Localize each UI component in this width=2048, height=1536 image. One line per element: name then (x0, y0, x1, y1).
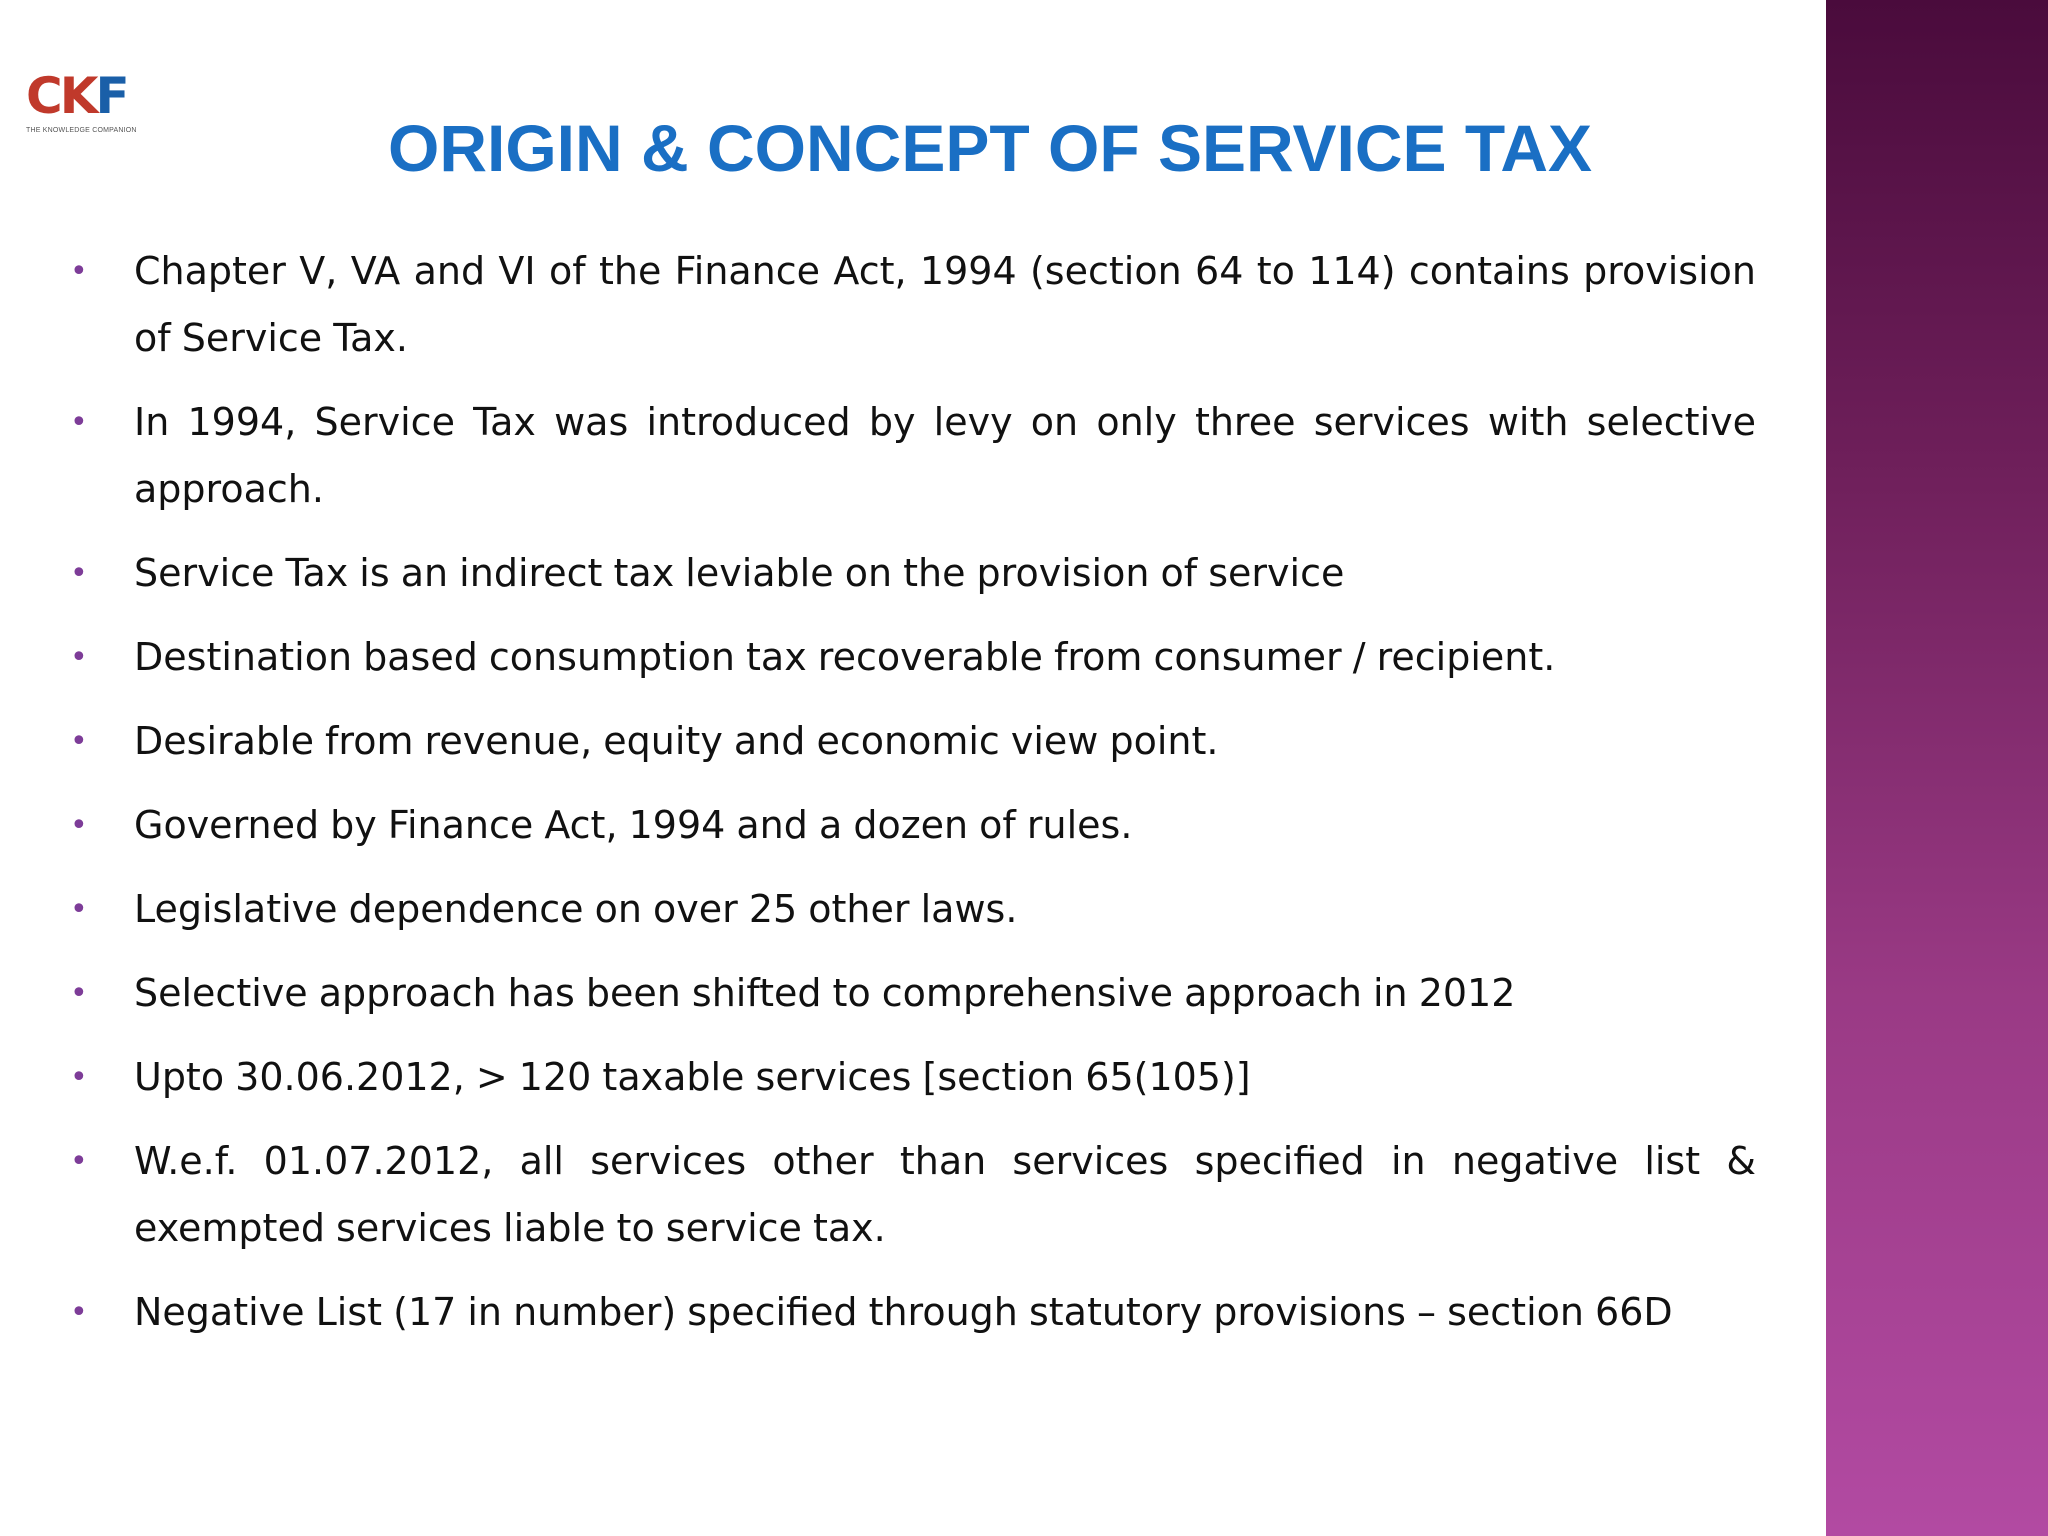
bullet-dot-icon: • (70, 405, 88, 440)
bullet-list (66, 238, 1756, 1363)
bullet-item (66, 1279, 1756, 1346)
bullet-item (66, 540, 1756, 607)
decorative-side-band (1826, 0, 2048, 1536)
bullet-item (66, 624, 1756, 691)
bullet-text: Selective approach has been shifted to comprehensive approach in 2012 (134, 971, 1516, 1015)
company-logo (26, 67, 152, 144)
bullet-dot-icon: • (70, 1060, 88, 1095)
bullet-dot-icon: • (70, 254, 88, 289)
bullet-text: Service Tax is an indirect tax leviable on the provision of service (134, 551, 1345, 595)
slide-title: ORIGIN & CONCEPT OF SERVICE TAX (387, 111, 1593, 185)
bullet-dot-icon: • (70, 808, 88, 843)
bullet-item (66, 1044, 1756, 1111)
logo-mark: CKF (26, 67, 127, 125)
bullet-item (66, 792, 1756, 859)
bullet-text: Negative List (17 in number) specified through statutory provisions – section 66D (134, 1290, 1673, 1334)
bullet-dot-icon: • (70, 976, 88, 1011)
bullet-item (66, 389, 1756, 523)
bullet-dot-icon: • (70, 724, 88, 759)
bullet-dot-icon: • (70, 640, 88, 675)
bullet-item (66, 1128, 1756, 1262)
bullet-dot-icon: • (70, 1295, 88, 1330)
bullet-item (66, 238, 1756, 372)
bullet-text: Chapter V, VA and VI of the Finance Act, 1994 (section 64 to 114) contains provision of Service Tax. (134, 249, 1756, 360)
bullet-text: Governed by Finance Act, 1994 and a dozen of rules. (134, 803, 1133, 847)
bullet-text: Upto 30.06.2012, > 120 taxable services [section 65(105)] (134, 1055, 1251, 1099)
bullet-text: W.e.f. 01.07.2012, all services other than services specified in negative list & exempted services liable to service tax. (134, 1139, 1756, 1250)
bullet-text: In 1994, Service Tax was introduced by levy on only three services with selective approach. (134, 400, 1756, 511)
logo-tagline: THE KNOWLEDGE COMPANION (26, 127, 137, 134)
bullet-dot-icon: • (70, 556, 88, 591)
bullet-dot-icon: • (70, 1144, 88, 1179)
bullet-text: Destination based consumption tax recoverable from consumer / recipient. (134, 635, 1556, 679)
bullet-item (66, 876, 1756, 943)
bullet-item (66, 708, 1756, 775)
bullet-text: Legislative dependence on over 25 other laws. (134, 887, 1018, 931)
bullet-dot-icon: • (70, 892, 88, 927)
bullet-item (66, 960, 1756, 1027)
bullet-text: Desirable from revenue, equity and economic view point. (134, 719, 1219, 763)
